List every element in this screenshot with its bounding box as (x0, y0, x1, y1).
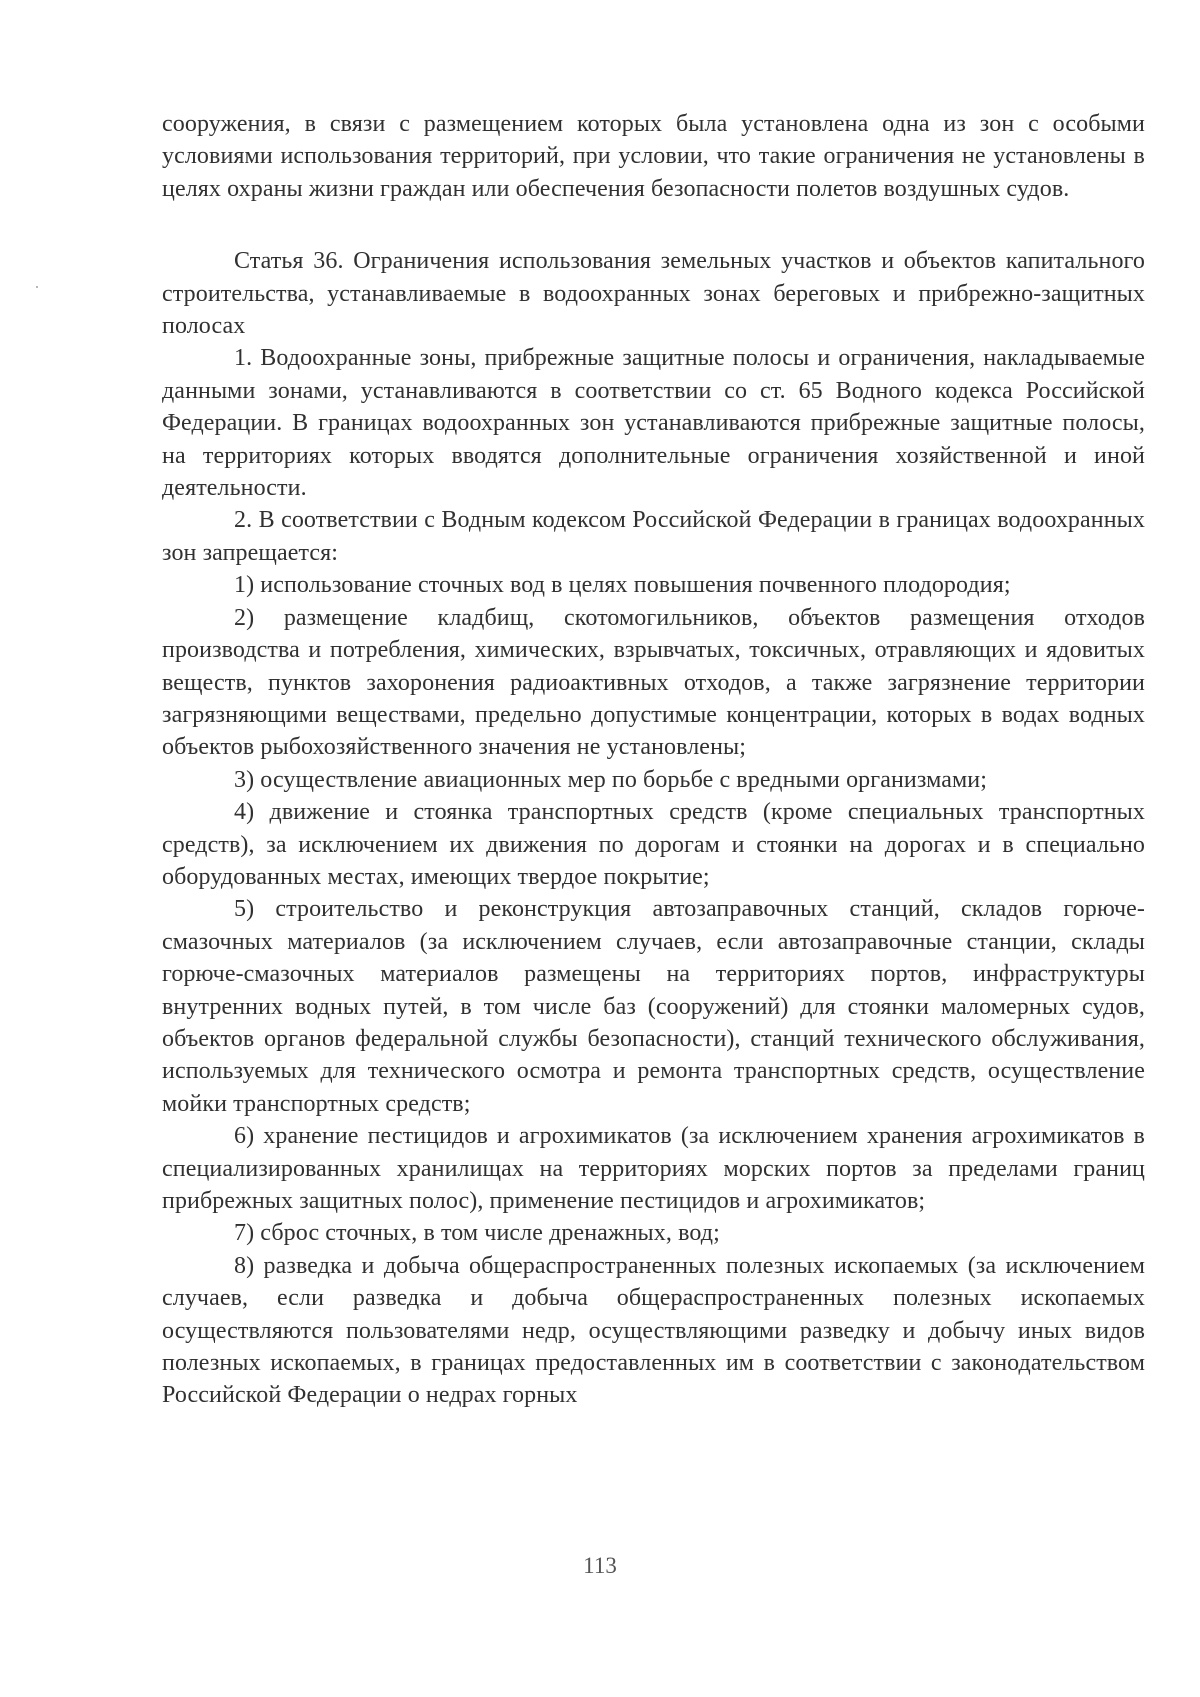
paragraph-clause-2: 2. В соответствии с Водным кодексом Российской Федерации в границах водоохранных зон запрещается: (162, 507, 1145, 566)
article-heading: Статья 36. Ограничения использования земельных участков и объектов капитального строительства, устанавливаемые в водоохранных зонах береговых и прибрежно-защитных полосах (162, 248, 1145, 340)
scan-speck (36, 286, 38, 288)
list-item-8: 8) разведка и добыча общераспространенных полезных ископаемых (за исключением случаев, если разведка и добыча общераспространенных полезных ископаемых осуществляются пользователями недр, осуществляющими разведку и добычу иных видов полезных ископаемых, в границах предоставленных им в соответствии с законодательством Российской Федерации о недрах горных (162, 1252, 1145, 1409)
list-item-6: 6) хранение пестицидов и агрохимикатов (за исключением хранения агрохимикатов в специализированных хранилищах на территориях морских портов за пределами границ прибрежных защитных полос), применение пестицидов и агрохимикатов; (162, 1123, 1145, 1214)
list-item-5: 5) строительство и реконструкция автозаправочных станций, складов горюче-смазочных материалов (за исключением случаев, если автозаправочные станции, склады горюче-смазочных материалов размещены на территориях портов, инфраструктуры внутренних водных путей, в том числе баз (сооружений) для стоянки маломерных судов, объектов органов федеральной службы безопасности), станций технического обслуживания, используемых для технического осмотра и ремонта транспортных средств, осуществление мойки транспортных средств; (162, 896, 1145, 1117)
document-page (162, 108, 1145, 1412)
paragraph-clause-1: 1. Водоохранные зоны, прибрежные защитные полосы и ограничения, накладываемые данными зонами, устанавливаются в соответствии со ст. 65 Водного кодекса Российской Федерации. В границах водоохранных зон устанавливаются прибрежные защитные полосы, на территориях которых вводятся дополнительные ограничения хозяйственной и иной деятельности. (162, 345, 1145, 502)
list-item-4: 4) движение и стоянка транспортных средств (кроме специальных транспортных средств), за исключением их движения по дорогам и стоянки на дорогах и в специально оборудованных местах, имеющих твердое покрытие; (162, 799, 1145, 890)
list-item-1: 1) использование сточных вод в целях повышения почвенного плодородия; (234, 572, 1011, 599)
list-item-3: 3) осуществление авиационных мер по борьбе с вредными организмами; (234, 766, 987, 793)
list-item-2: 2) размещение кладбищ, скотомогильников, объектов размещения отходов производства и потребления, химических, взрывчатых, токсичных, отравляющих и ядовитых веществ, пунктов захоронения радиоактивных отходов, а также загрязнение территории загрязняющими веществами, предельно допустимые концентрации, которых в водах водных объектов рыбохозяйственного значения не установлены; (162, 604, 1145, 761)
page-number: 113 (583, 1553, 617, 1578)
list-item-7: 7) сброс сточных, в том числе дренажных, вод; (234, 1220, 720, 1247)
paragraph-continuation: сооружения, в связи с размещением которых была установлена одна из зон с особыми условиями использования территорий, при условии, что такие ограничения не установлены в целях охраны жизни граждан или обеспечения безопасности полетов воздушных судов. (162, 111, 1145, 202)
